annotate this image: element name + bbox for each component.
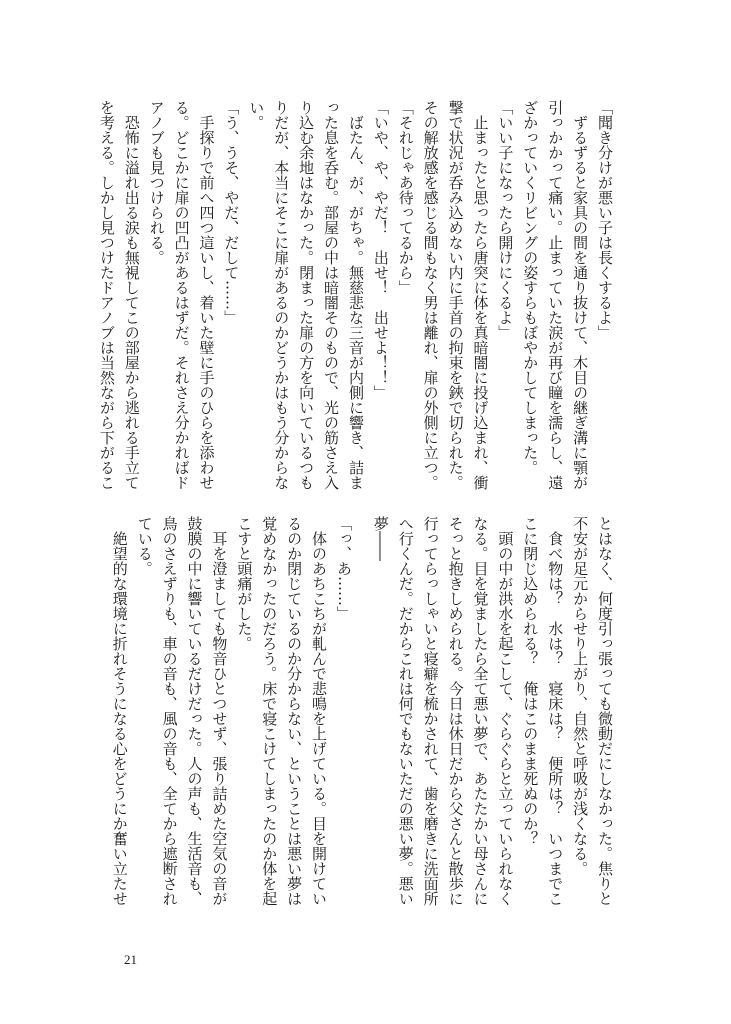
text-line: ばたん、が、がちゃ。無慈悲な三音が内側に響き、詰ま: [346, 100, 365, 490]
text-line: そっと抱きしめられる。今日は休日だから父さんと散歩に: [446, 516, 465, 906]
text-line: 「っ、あ……」: [334, 516, 353, 621]
text-line: 絶望的な環境に折れそうになる心をどうにか奮い立たせ: [110, 516, 129, 906]
text-line: 恐怖に溢れ出る涙も無視してこの部屋から逃れる手立て: [122, 100, 141, 490]
text-line: 鳥のさえずりも、車の音も、風の音も、全てから遮断され: [160, 516, 179, 906]
text-line: い。: [247, 100, 266, 130]
text-line: るのか閉じているのか分からない、ということは悪い夢は: [285, 516, 304, 906]
text-line: ずるずると家具の間を通り抜けて、木目の継ぎ溝に顎が: [571, 100, 590, 490]
text-line: 体のあちこちが軋んで悲鳴を上げている。目を開けてい: [310, 516, 329, 906]
text-line: 行ってらっしゃいと寝癖を梳かされて、歯を磨きに洗面所: [421, 516, 440, 906]
text-line: 「それじゃあ待ってるから」: [396, 100, 415, 295]
text-line: 頭の中が洪水を起こして、ぐらぐらと立っていられなく: [496, 516, 515, 906]
text-block-bottom: [107, 516, 617, 916]
text-line: 引っかかって痛い。止まっていた涙が再び瞳を濡らし、遠: [546, 100, 565, 490]
text-line: アノブも見つけられる。: [147, 100, 166, 265]
page-number: 21: [124, 952, 137, 967]
text-line: へ行くんだ。だからこれは何でもないただの悪い夢。悪い: [396, 516, 415, 906]
text-line: を考える。しかし見つけたドアノブは当然ながら下がるこ: [97, 100, 116, 490]
text-line: 食べ物は？ 水は？ 寝床は？ 便所は？ いつまでこ: [546, 516, 565, 906]
text-line: ざかっていくリビングの姿すらもぼやかしてしまった。: [521, 100, 540, 475]
text-line: 「いや、や、やだ！ 出せ！ 出せよ！！」: [371, 100, 390, 400]
text-line: 不安が足元からせり上がり、自然と呼吸が浅くなる。: [571, 516, 590, 876]
text-line: 「いい子になったら開けにくるよ」: [496, 100, 515, 340]
text-line: 「聞き分けが悪い子は長くするよ」: [596, 100, 614, 340]
text-line: 撃で状況が呑み込めない内に手首の拘束を鋏で切られた。: [446, 100, 465, 490]
text-line: った息を呑む。部屋の中は暗闇そのもので、光の筋さえ入: [322, 100, 341, 490]
text-block-top: [94, 100, 617, 500]
text-line: こすと頭痛がした。: [235, 516, 254, 651]
text-line: こに閉じ込められる？ 俺はこのまま死ぬのか？: [521, 516, 540, 846]
text-line: 夢――: [371, 516, 390, 561]
text-line: ている。: [135, 516, 154, 576]
text-line: 止まったと思ったら唐突に体を真暗闇に投げ込まれ、衝: [471, 100, 490, 490]
text-line: 「う、うそ、やだ、だして……」: [222, 100, 241, 325]
text-line: なる。目を覚ましたら全て悪い夢で、あたたかい母さんに: [471, 516, 490, 906]
text-line: りだが、本当にそこに扉があるのかどうかはもう分からな: [272, 100, 291, 490]
text-line: とはなく、何度引っ張っても微動だにしなかった。焦りと: [596, 516, 614, 906]
text-line: 手探りで前へ四つ這いし、着いた壁に手のひらを添わせ: [197, 100, 216, 490]
text-line: り込む余地はなかった。閉まった扉の方を向いているつも: [297, 100, 316, 490]
text-line: る。どこかに扉の凹凸があるはずだ。それさえ分かればド: [172, 100, 191, 490]
text-line: 覚めなかったのだろう。床で寝こけてしまったのか体を起: [260, 516, 279, 906]
text-line: 耳を澄ましても物音ひとつせず、張り詰めた空気の音が: [210, 516, 229, 906]
text-line: 鼓膜の中に響いているだけだった。人の声も、生活音も、: [185, 516, 204, 906]
text-line: その解放感を感じる間もなく男は離れ、扉の外側に立つ。: [421, 100, 440, 490]
text-line: [356, 516, 368, 916]
